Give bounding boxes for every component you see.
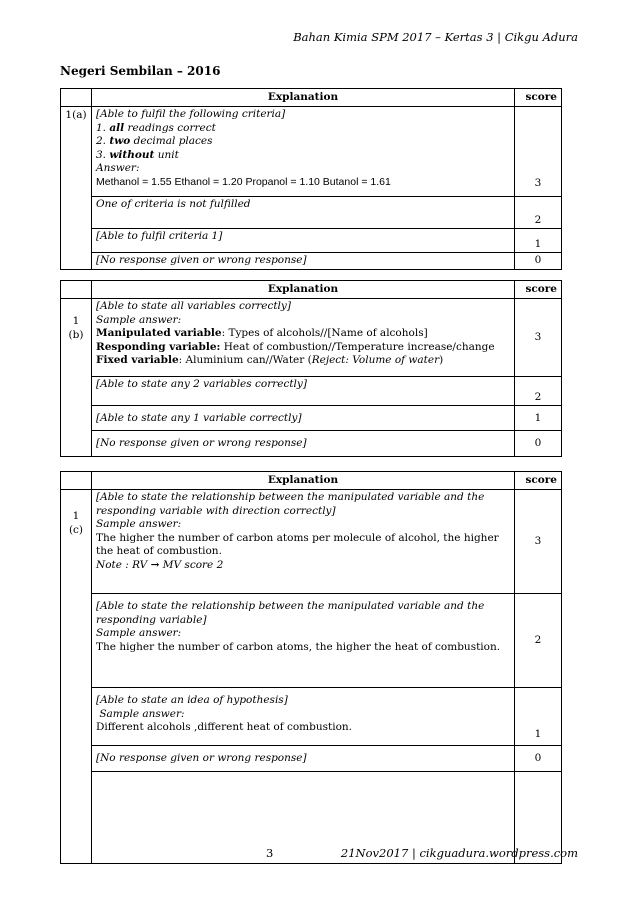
sample-label: Sample answer: xyxy=(96,313,182,326)
score-value: 3 xyxy=(515,490,562,594)
criteria-cell xyxy=(92,688,515,746)
question-number-part: (b) xyxy=(68,328,84,341)
question-number xyxy=(61,299,92,457)
criteria-item: 3. without unit xyxy=(96,148,179,161)
score-header: score xyxy=(515,89,562,107)
answer-label: Answer: xyxy=(96,162,140,175)
score-value: 2 xyxy=(515,377,562,406)
note-text: Note : RV → MV score 2 xyxy=(96,558,224,571)
sample-label: Sample answer: xyxy=(96,518,182,531)
criteria-text: [Able to fulfil criteria 1] xyxy=(92,229,515,253)
criteria-text: [No response given or wrong response] xyxy=(92,746,515,772)
criteria-cell xyxy=(92,490,515,594)
table-row xyxy=(61,406,562,431)
score-value: 3 xyxy=(515,299,562,377)
explanation-header: Explanation xyxy=(92,472,515,490)
criteria-item: 2. two decimal places xyxy=(96,135,213,148)
score-value: 0 xyxy=(515,431,562,457)
running-header: Bahan Kimia SPM 2017 – Kertas 3 | Cikgu Adura xyxy=(293,30,578,44)
score-header: score xyxy=(515,472,562,490)
answer-values: Methanol = 1.55 Ethanol = 1.20 Propanol = 1.10 Butanol = 1.61 xyxy=(96,175,391,188)
criteria-text: [Able to state the relationship between the manipulated variable and the responding variable with direction correctly] xyxy=(96,491,485,517)
fixed-variable: Fixed variable: Aluminium can//Water (Reject: Volume of water) xyxy=(96,354,444,367)
criteria-text: [Able to state the relationship between the manipulated variable and the responding variable] xyxy=(96,600,485,626)
criteria-text: One of criteria is not fulfilled xyxy=(92,197,515,229)
criteria-cell xyxy=(92,107,515,197)
table-row xyxy=(61,746,562,772)
blank-header xyxy=(61,89,92,107)
table-row xyxy=(61,107,562,197)
blank-header xyxy=(61,472,92,490)
table-header-row xyxy=(61,281,562,299)
score-value: 1 xyxy=(515,688,562,746)
score-value: 0 xyxy=(515,253,562,269)
criteria-cell xyxy=(92,299,515,377)
section-title: Negeri Sembilan – 2016 xyxy=(60,64,221,78)
score-value: 2 xyxy=(515,197,562,229)
table-row xyxy=(61,431,562,457)
sample-answer: The higher the number of carbon atoms, the higher the heat of combustion. xyxy=(96,640,501,653)
criteria-text: [Able to state any 2 variables correctly] xyxy=(92,377,515,406)
sample-label: Sample answer: xyxy=(96,707,185,720)
table-row xyxy=(61,594,562,688)
table-row xyxy=(61,299,562,377)
question-number xyxy=(61,490,92,864)
table-row xyxy=(61,253,562,269)
table-row xyxy=(61,490,562,594)
table-row xyxy=(61,377,562,406)
criteria-text: [Able to fulfil the following criteria] xyxy=(96,108,286,121)
marking-table-1c xyxy=(60,471,562,864)
responding-variable: Responding variable: Heat of combustion//Temperature increase/change xyxy=(96,340,495,353)
score-value: 2 xyxy=(515,594,562,688)
question-number-part: (c) xyxy=(68,523,84,536)
table-header-row xyxy=(61,89,562,107)
arrow-icon: → xyxy=(150,558,160,571)
criteria-text: [No response given or wrong response] xyxy=(92,431,515,457)
score-header: score xyxy=(515,281,562,299)
explanation-header: Explanation xyxy=(92,281,515,299)
table-header-row xyxy=(61,472,562,490)
score-value: 1 xyxy=(515,406,562,431)
criteria-text: [Able to state any 1 variable correctly] xyxy=(92,406,515,431)
sample-answer: The higher the number of carbon atoms per molecule of alcohol, the higher the heat of combustion. xyxy=(96,531,499,558)
question-number: 1(a) xyxy=(61,107,92,269)
table-row xyxy=(61,197,562,229)
criteria-cell xyxy=(92,594,515,688)
marking-table-1a xyxy=(60,88,562,270)
criteria-text: [Able to state all variables correctly] xyxy=(96,300,291,313)
explanation-header: Explanation xyxy=(92,89,515,107)
score-value: 3 xyxy=(515,107,562,197)
score-value: 0 xyxy=(515,746,562,772)
page-number: 3 xyxy=(266,846,274,860)
question-number-main: 1 xyxy=(72,315,80,328)
manipulated-variable: Manipulated variable: Types of alcohols//[Name of alcohols] xyxy=(96,327,428,340)
marking-table-1b xyxy=(60,280,562,457)
criteria-text: [No response given or wrong response] xyxy=(92,253,515,269)
sample-label: Sample answer: xyxy=(96,627,182,640)
question-number-main: 1 xyxy=(72,510,80,523)
table-row xyxy=(61,688,562,746)
table-row xyxy=(61,229,562,253)
blank-header xyxy=(61,281,92,299)
sample-answer: Different alcohols ,different heat of combustion. xyxy=(96,721,353,734)
score-value: 1 xyxy=(515,229,562,253)
footer-source: 21Nov2017 | cikguadura.wordpress.com xyxy=(340,846,578,860)
criteria-item: 1. all readings correct xyxy=(96,121,216,134)
criteria-text: [Able to state an idea of hypothesis] xyxy=(96,694,288,707)
